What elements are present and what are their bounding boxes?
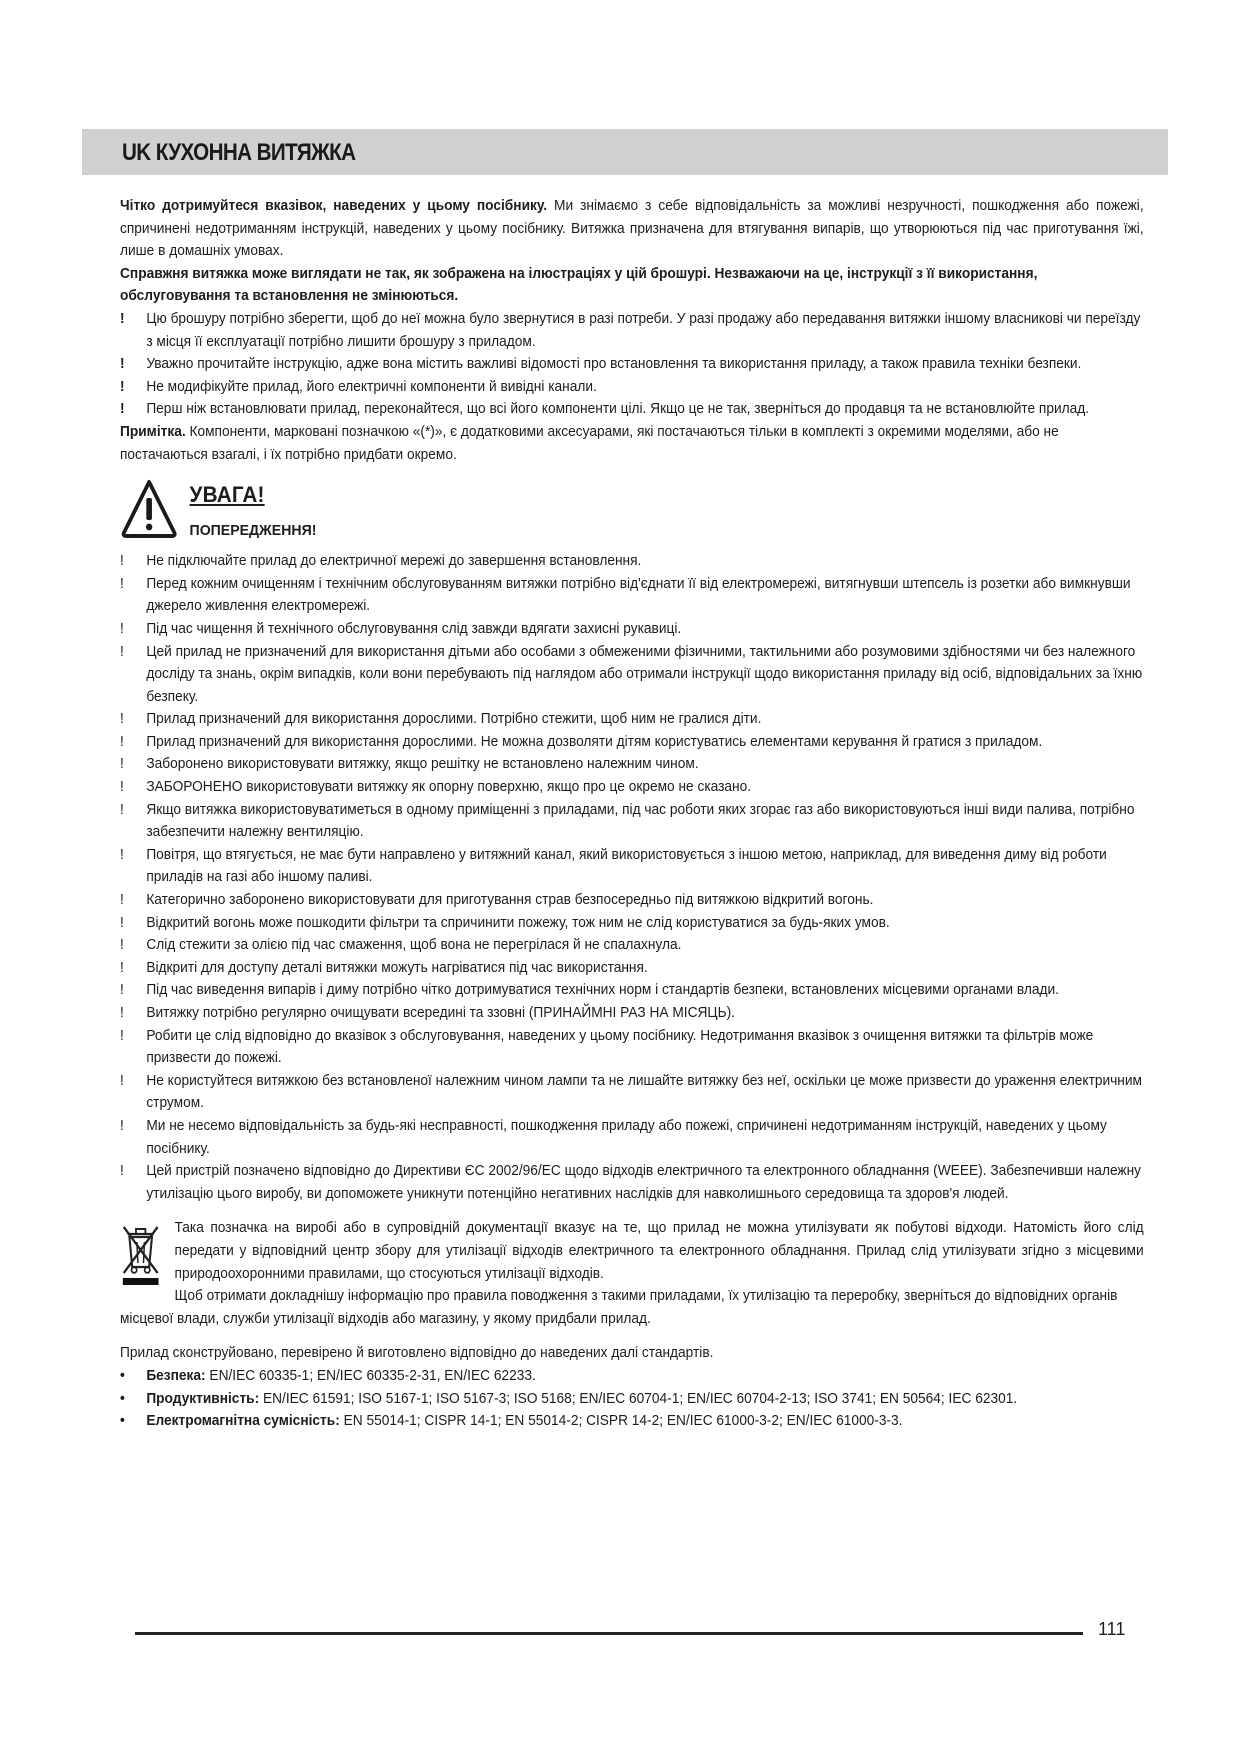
exclamation-icon: ! [120, 779, 124, 796]
exclamation-icon: ! [120, 553, 124, 570]
list-item: ! Слід стежити за олією під час смаження, щоб вона не перегрілася й не спалахнула. [120, 934, 1144, 957]
page-content [120, 195, 1144, 1433]
warning-triangle-icon [120, 478, 178, 540]
exclamation-icon: ! [120, 733, 124, 750]
standards-list [120, 1365, 1144, 1433]
page-number: 111 [1098, 1619, 1126, 1639]
exclamation-icon: ! [120, 1117, 124, 1134]
intro-paragraph [120, 195, 1144, 263]
exclamation-icon: ! [120, 643, 124, 660]
footer-rule [135, 1632, 1083, 1635]
list-item: ! Не користуйтеся витяжкою без встановленої належним чином лампи та не лишайте витяжку без неї, оскільки це може призвести до ураження електричним струмом. [120, 1070, 1144, 1115]
bullet-icon: • [120, 1367, 125, 1384]
weee-block [120, 1217, 1144, 1285]
exclamation-icon: ! [120, 575, 124, 592]
list-item: ! Не модифікуйте прилад, його електричні компоненти й вивідні канали. [120, 376, 1144, 399]
list-item: ! ЗАБОРОНЕНО використовувати витяжку як опорну поверхню, якщо про це окремо не сказано. [120, 776, 1144, 799]
exclamation-icon: ! [120, 892, 124, 909]
crossed-bin-icon [120, 1223, 161, 1287]
warning-subtitle: ПОПЕРЕДЖЕННЯ! [189, 522, 317, 540]
exclamation-icon: ! [120, 982, 124, 999]
list-item: ! Категорично заборонено використовувати для приготування страв безпосередньо під витяжкою відкритий вогонь. [120, 889, 1144, 912]
standard-item: • Електромагнітна сумісність: EN 55014-1; CISPR 14-1; EN 55014-2; CISPR 14-2; EN/IEC 61000-3-2; EN/IEC 61000-3-3. [120, 1410, 1144, 1433]
list-item: ! Робити це слід відповідно до вказівок з обслуговування, наведених у цьому посібнику. Недотримання вказівок з очищення витяжки та фільтрів може призвести до пожежі. [120, 1025, 1144, 1070]
exclamation-icon: ! [120, 914, 124, 931]
note-text: Компоненти, марковані позначкою «(*)», є додатковими аксесуарами, які постачаються тільки в комплекті з окремими моделями, або не постачаються взагалі, і їх потрібно придбати окремо. [120, 423, 1059, 463]
bullet-icon: • [120, 1390, 125, 1407]
note-paragraph [120, 421, 1144, 466]
list-item: ! Витяжку потрібно регулярно очищувати всередині та ззовні (ПРИНАЙМНІ РАЗ НА МІСЯЦЬ). [120, 1002, 1144, 1025]
list-item: ! Заборонено використовувати витяжку, якщо решітку не встановлено належним чином. [120, 753, 1144, 776]
list-item: ! Відкриті для доступу деталі витяжки можуть нагріватися під час використання. [120, 957, 1144, 980]
appearance-note: Справжня витяжка може виглядати не так, як зображена на ілюстраціях у цій брошурі. Незважаючи на це, інструкції з її використання, обслуговування та встановлення не змінюються. [120, 265, 1038, 305]
exclamation-icon: ! [120, 378, 125, 395]
list-item: ! Прилад призначений для використання дорослими. Потрібно стежити, щоб ним не гралися діти. [120, 708, 1144, 731]
exclamation-icon: ! [120, 1005, 124, 1021]
list-item: ! Прилад призначений для використання дорослими. Не можна дозволяти дітям користуватись елементами керування й гратися з приладом. [120, 731, 1144, 754]
exclamation-icon: ! [120, 756, 124, 773]
standards-intro: Прилад сконструйовано, перевірено й виготовлено відповідно до наведених далі стандартів. [120, 1345, 714, 1362]
warning-title: УВАГА! [189, 482, 265, 508]
warning-header [120, 478, 1144, 548]
list-item: ! Під час чищення й технічного обслуговування слід завжди вдягати захисні рукавиці. [120, 618, 1144, 641]
general-list [120, 308, 1144, 421]
list-item: ! Цей пристрій позначено відповідно до Директиви ЄС 2002/96/ЕС щодо відходів електричного та електронного обладнання (WEEE). Забезпечивши належну утилізацію цього виробу, ви допоможете уникнути потенційно негативних наслідків для навколишнього середовища та здоров'я людей. [120, 1160, 1144, 1205]
list-item: ! Цю брошуру потрібно зберегти, щоб до неї можна було звернутися в разі потреби. У разі продажу або передавання витяжки іншому власникові чи переїзду з місця її експлуатації потрібно лишити брошуру з приладом. [120, 308, 1144, 353]
list-item: ! Не підключайте прилад до електричної мережі до завершення встановлення. [120, 550, 1144, 573]
exclamation-icon: ! [120, 711, 124, 728]
list-item: ! Цей прилад не призначений для використання дітьми або особами з обмеженими фізичними, тактильними або розумовими здібностями чи без належного досліду та знань, окрім випадків, коли вони перебувають під наглядом або отримали інструкції щодо використання приладу від осіб, відповідальних за їхню безпеку. [120, 641, 1144, 709]
exclamation-icon: ! [120, 620, 124, 637]
exclamation-icon: ! [120, 1072, 124, 1089]
list-item: ! Повітря, що втягується, не має бути направлено у витяжний канал, який використовується з іншою метою, наприклад, для виведення диму від роботи приладів на газі або іншому паливі. [120, 844, 1144, 889]
list-item: ! Уважно прочитайте інструкцію, адже вона містить важливі відомості про встановлення та використання приладу, а також правила техніки безпеки. [120, 353, 1144, 376]
warning-list [120, 550, 1144, 1205]
weee-more-info: Щоб отримати докладнішу інформацію про правила поводження з такими приладами, їх утилізацію та переробку, зверніться до відповідних органів місцевої влади, служби утилізації відходів або магазину, у якому придбали прилад. [120, 1288, 1118, 1327]
standard-item: • Безпека: EN/IEC 60335-1; EN/IEC 60335-2-31, EN/IEC 62233. [120, 1365, 1144, 1388]
list-item: ! Під час виведення випарів і диму потрібно чітко дотримуватися технічних норм і стандартів безпеки, встановлених місцевими органами влади. [120, 979, 1144, 1002]
section-title: UK КУХОННА ВИТЯЖКА [122, 139, 356, 166]
exclamation-icon: ! [120, 1027, 124, 1044]
weee-text: Така позначка на виробі або в супровідній документації вказує на те, що прилад не можна утилізувати як побутові відходи. Натомість його слід передати у відповідний центр збору для утилізації відходів електричного та електронного обладнання. Прилад слід утилізувати згідно з місцевими природоохоронними правилами, що стосуються утилізації відходів. [174, 1220, 1144, 1282]
exclamation-icon: ! [120, 401, 125, 418]
list-item: ! Ми не несемо відповідальність за будь-які несправності, пошкодження приладу або пожежі, спричинені недотриманням інструкцій, наведених у цьому посібнику. [120, 1115, 1144, 1160]
intro-lead: Чітко дотримуйтеся вказівок, наведених у цьому посібнику. [120, 198, 548, 214]
exclamation-icon: ! [120, 937, 124, 954]
standard-item: • Продуктивність: EN/IEC 61591; ISO 5167-1; ISO 5167-3; ISO 5168; EN/IEC 60704-1; EN/IEC 60704-2-13; ISO 3741; EN 50564; IEC 62301. [120, 1388, 1144, 1411]
intro-rest: Ми знімаємо з себе відповідальність за можливі незручності, пошкодження або пожежі, спричинені недотриманням інструкцій, наведених у цьому посібнику. Витяжка призначена для втягування випарів, що утворюються під час приготування їжі, лише в домашніх умовах. [120, 198, 1144, 260]
exclamation-icon: ! [120, 846, 124, 863]
exclamation-icon: ! [120, 801, 124, 818]
list-item: ! Відкритий вогонь може пошкодити фільтри та спричинити пожежу, тож ним не слід користуватися за будь-яких умов. [120, 912, 1144, 935]
section-title-bar [82, 129, 1168, 175]
list-item: ! Перед кожним очищенням і технічним обслуговуванням витяжки потрібно від'єднати її від електромережі, витягнувши штепсель із розетки або вимкнувши джерело живлення електромережі. [120, 573, 1144, 618]
list-item: ! Перш ніж встановлювати прилад, переконайтеся, що всі його компоненти цілі. Якщо це не так, зверніться до продавця та не встановлюйте прилад. [120, 398, 1144, 421]
exclamation-icon: ! [120, 310, 125, 327]
list-item: ! Якщо витяжка використовуватиметься в одному приміщенні з приладами, під час роботи яких згорає газ або використовуються інші види палива, потрібно забезпечити належну вентиляцію. [120, 799, 1144, 844]
exclamation-icon: ! [120, 959, 124, 976]
bullet-icon: • [120, 1413, 125, 1430]
note-label: Примітка. [120, 423, 186, 440]
exclamation-icon: ! [120, 1163, 124, 1180]
exclamation-icon: ! [120, 356, 125, 373]
